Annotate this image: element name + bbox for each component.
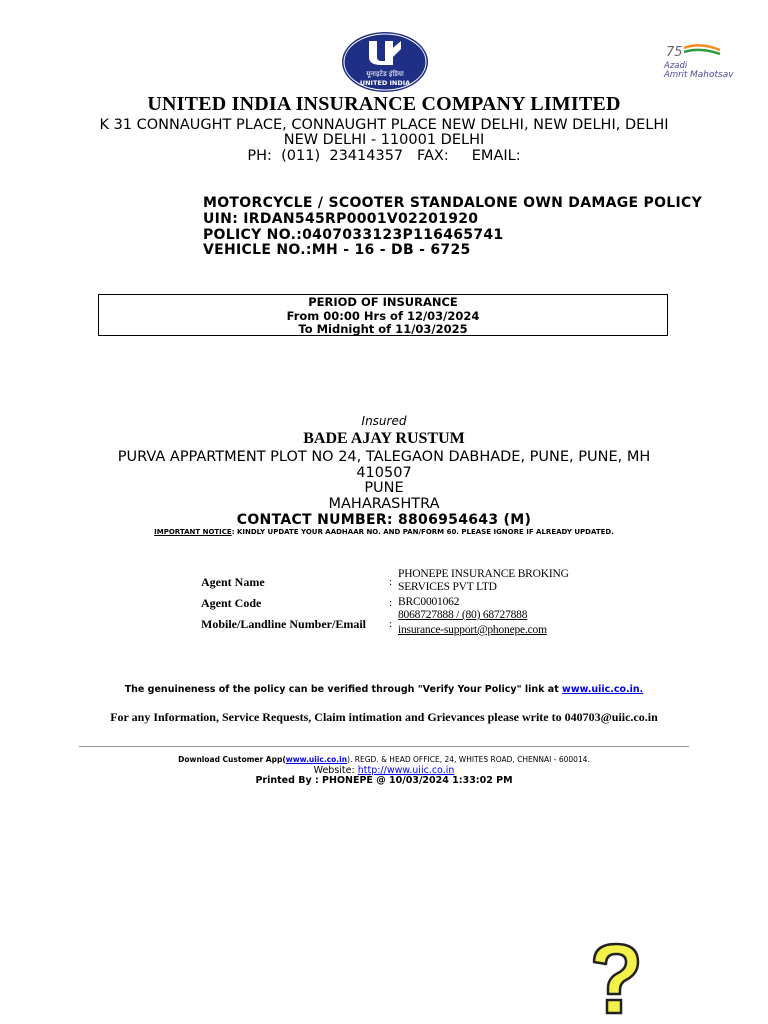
svg-text:Mahotsav: Mahotsav xyxy=(690,70,734,80)
verify-policy-link[interactable]: www.uiic.co.in. xyxy=(562,684,644,695)
printed-by-line: Printed By : PHONEPE @ 10/03/2024 1:33:02 PM xyxy=(255,775,513,786)
footer-download-line xyxy=(0,755,768,764)
agent-contact-label: Mobile/Landline Number/Email xyxy=(201,617,367,631)
policy-number: POLICY NO.:0407033123P116465741 xyxy=(203,227,504,243)
agent-phone-link[interactable]: 8068727888 / (80) 68727888 xyxy=(398,609,528,621)
download-suffix: ). REGD. & HEAD OFFICE, 24, WHITES ROAD, CHENNAI - 600014. xyxy=(347,755,590,764)
company-contact-line: PH: (011) 23414357 FAX: EMAIL: xyxy=(247,148,521,164)
agent-name-value-line1: PHONEPE INSURANCE BROKING xyxy=(398,568,569,580)
period-of-insurance-box xyxy=(98,294,668,336)
period-heading: PERIOD OF INSURANCE xyxy=(308,295,458,309)
company-logo-icon xyxy=(341,31,429,93)
svg-text:Azadi: Azadi xyxy=(664,61,688,71)
policy-uin: UIN: IRDAN545RP0001V02201920 xyxy=(203,211,479,227)
insured-address-line1: PURVA APPARTMENT PLOT NO 24, TALEGAON DABHADE, PUNE, PUNE, MH xyxy=(117,449,651,465)
agent-name-label: Agent Name xyxy=(201,575,265,589)
website-link[interactable]: http://www.uiic.co.in xyxy=(357,765,455,776)
important-notice-text: : KINDLY UPDATE YOUR AADHAAR NO. AND PAN/FORM 60. PLEASE IGNORE IF ALREADY UPDATED. xyxy=(231,528,614,536)
verify-policy-text: The genuineness of the policy can be verified through "Verify Your Policy" link at xyxy=(124,684,563,695)
agent-name-value-line2: SERVICES PVT LTD xyxy=(398,581,497,593)
agent-code-label: Agent Code xyxy=(201,596,262,610)
svg-text:यूनाइटेड इंडिया: यूनाइटेड इंडिया xyxy=(366,70,404,78)
insured-name: BADE AJAY RUSTUM xyxy=(303,430,465,447)
svg-text:UNITED INDIA: UNITED INDIA xyxy=(359,79,411,87)
insured-address-line2: 410507 xyxy=(356,465,412,481)
period-to: To Midnight of 11/03/2025 xyxy=(298,322,468,336)
insured-contact-number: CONTACT NUMBER: 8806954643 (M) xyxy=(236,512,532,528)
important-notice xyxy=(0,528,768,536)
footer-divider xyxy=(79,746,689,747)
period-from: From 00:00 Hrs of 12/03/2024 xyxy=(286,308,480,323)
agent-contact-colon: : xyxy=(389,618,393,630)
policy-title: MOTORCYCLE / SCOOTER STANDALONE OWN DAMAGE POLICY xyxy=(203,195,703,211)
vehicle-number: VEHICLE NO.:MH - 16 - DB - 6725 xyxy=(203,242,471,258)
svg-text:75: 75 xyxy=(666,45,683,60)
download-app-link[interactable]: www.uiic.co.in xyxy=(285,755,348,764)
insured-state: MAHARASHTRA xyxy=(328,496,440,512)
agent-email-link[interactable]: insurance-support@phonepe.com xyxy=(398,624,547,636)
verify-policy-note xyxy=(0,684,768,695)
company-address-line2: NEW DELHI - 110001 DELHI xyxy=(283,132,485,148)
agent-name-colon: : xyxy=(389,576,393,588)
azadi-mahotsav-logo-icon xyxy=(660,42,742,82)
download-prefix: Download Customer App( xyxy=(178,755,286,764)
question-mark-help-icon[interactable] xyxy=(588,940,644,1018)
company-address-line1: K 31 CONNAUGHT PLACE, CONNAUGHT PLACE NEW DELHI, NEW DELHI, DELHI xyxy=(99,117,669,133)
insured-city: PUNE xyxy=(364,480,404,496)
important-notice-label: IMPORTANT NOTICE xyxy=(154,528,232,536)
company-name: UNITED INDIA INSURANCE COMPANY LIMITED xyxy=(147,93,621,115)
agent-code-colon: : xyxy=(389,597,393,609)
svg-text:Amrit: Amrit xyxy=(664,70,688,80)
agent-code-value: BRC0001062 xyxy=(398,596,460,608)
insured-label: Insured xyxy=(361,414,407,428)
grievance-info-line: For any Information, Service Requests, Claim intimation and Grievances please write to 040703@uiic.co.in xyxy=(110,710,658,724)
website-label: Website: xyxy=(313,765,358,776)
